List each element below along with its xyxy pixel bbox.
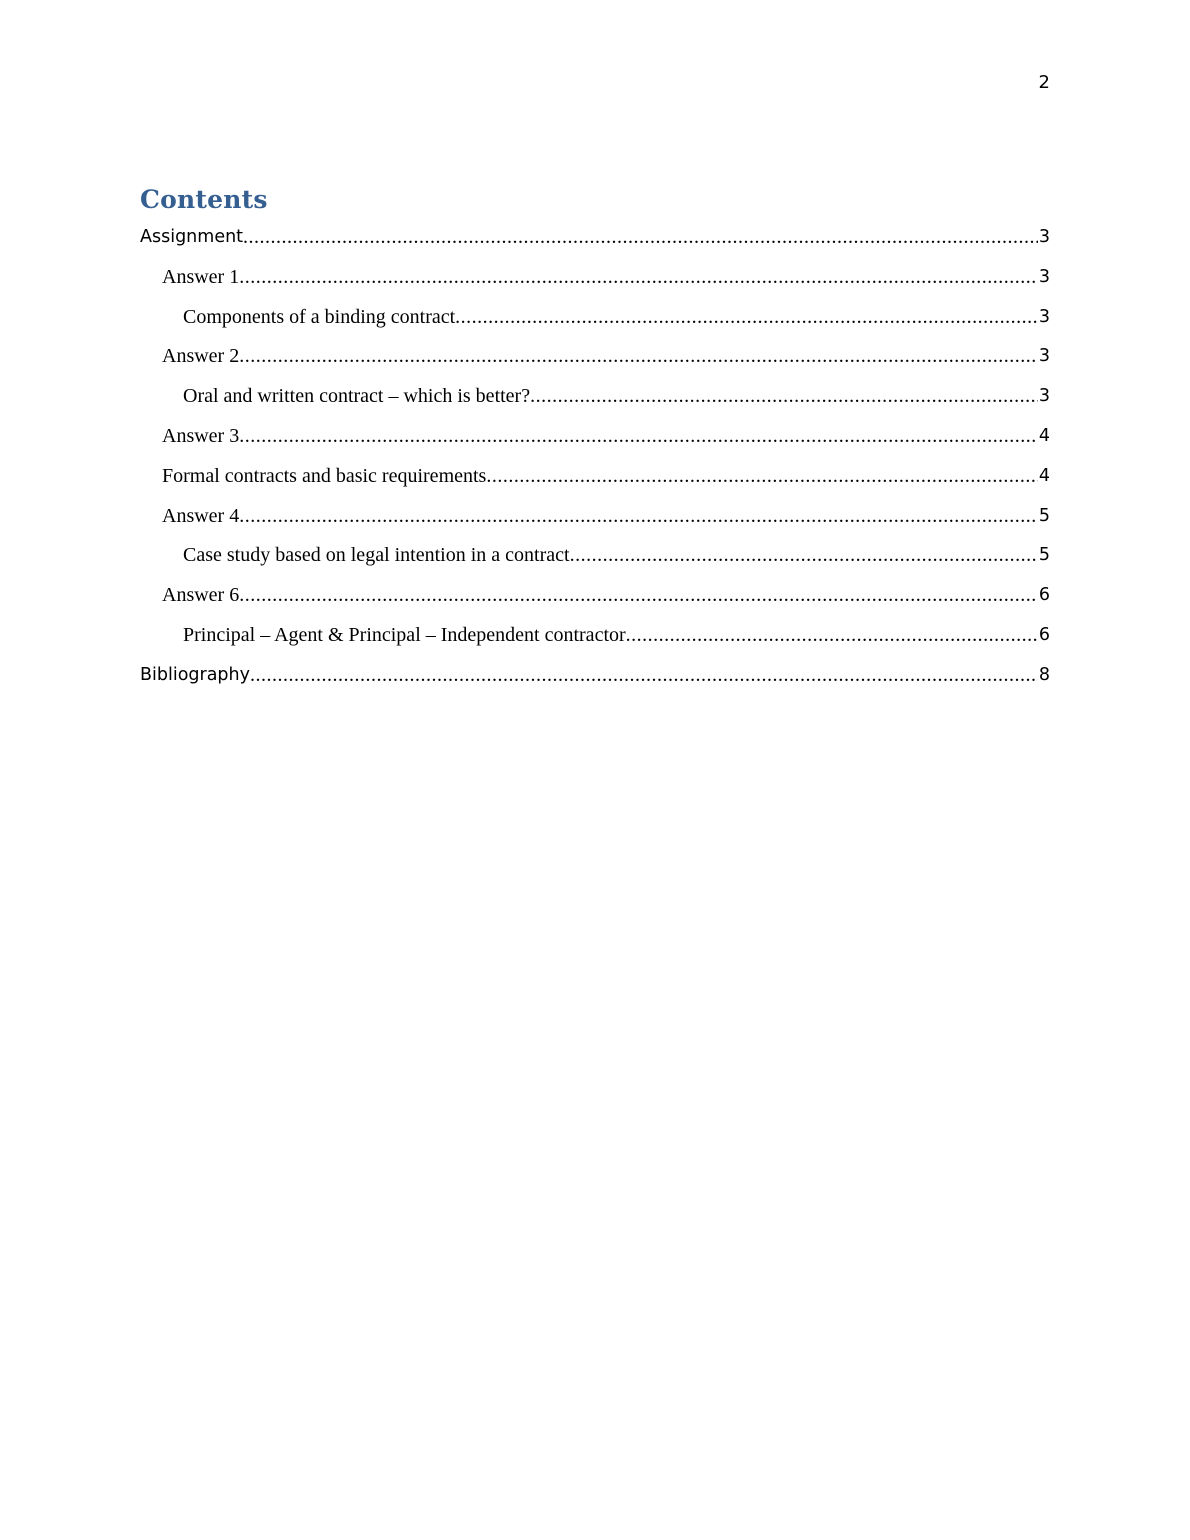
toc-entry-label: Answer 3 [162,424,240,447]
toc-dot-leader [239,580,1038,610]
toc-dot-leader [455,302,1038,332]
toc-dot-leader [239,262,1038,292]
toc-entry-page: 3 [1038,306,1050,327]
toc-entry-page: 5 [1038,545,1050,566]
page-number: 2 [1038,72,1050,93]
toc-entry-answer-4[interactable] [140,501,1050,541]
toc-entry-page: 3 [1038,386,1050,407]
toc-dot-leader [250,660,1038,690]
toc-dot-leader [570,540,1038,570]
toc-entry-page: 4 [1038,465,1050,486]
toc-entry-oral-written-contract[interactable] [140,381,1050,421]
toc-entry-page: 6 [1038,624,1050,645]
toc-entry-legal-intention-case-study[interactable] [140,540,1050,580]
toc-entry-page: 8 [1038,664,1050,685]
toc-entry-label: Components of a binding contract [183,305,456,328]
toc-title: Contents [140,185,268,214]
toc-entry-assignment[interactable] [140,222,1050,262]
toc-entry-page: 6 [1038,585,1050,606]
toc-dot-leader [239,421,1038,451]
toc-entry-label: Answer 2 [162,345,240,368]
toc-entry-page: 3 [1038,266,1050,287]
toc-entry-page: 4 [1038,425,1050,446]
toc-entry-label: Principal – Agent & Principal – Independent contractor [183,623,626,646]
toc-entry-label: Oral and written contract – which is better? [183,385,531,408]
toc-entry-bibliography[interactable] [140,660,1050,700]
table-of-contents [140,222,1050,700]
toc-entry-formal-contracts[interactable] [140,461,1050,501]
toc-entry-answer-3[interactable] [140,421,1050,461]
toc-entry-page: 3 [1038,227,1050,247]
toc-entry-binding-contract-components[interactable] [140,302,1050,342]
toc-entry-answer-6[interactable] [140,580,1050,620]
toc-entry-page: 3 [1038,346,1050,367]
toc-dot-leader [239,501,1038,531]
toc-entry-label: Bibliography [140,664,250,685]
toc-dot-leader [243,222,1038,252]
toc-entry-page: 5 [1038,505,1050,526]
toc-entry-label: Case study based on legal intention in a contract [183,544,570,567]
toc-entry-label: Answer 6 [162,584,240,607]
toc-entry-label: Assignment [140,227,244,247]
toc-entry-label: Formal contracts and basic requirements [162,464,487,487]
toc-entry-answer-1[interactable] [140,262,1050,302]
toc-entry-label: Answer 1 [162,265,240,288]
toc-dot-leader [530,381,1038,411]
toc-dot-leader [486,461,1038,491]
toc-dot-leader [626,620,1038,650]
toc-entry-answer-2[interactable] [140,341,1050,381]
toc-entry-label: Answer 4 [162,504,240,527]
toc-dot-leader [239,341,1038,371]
toc-entry-principal-agent[interactable] [140,620,1050,660]
